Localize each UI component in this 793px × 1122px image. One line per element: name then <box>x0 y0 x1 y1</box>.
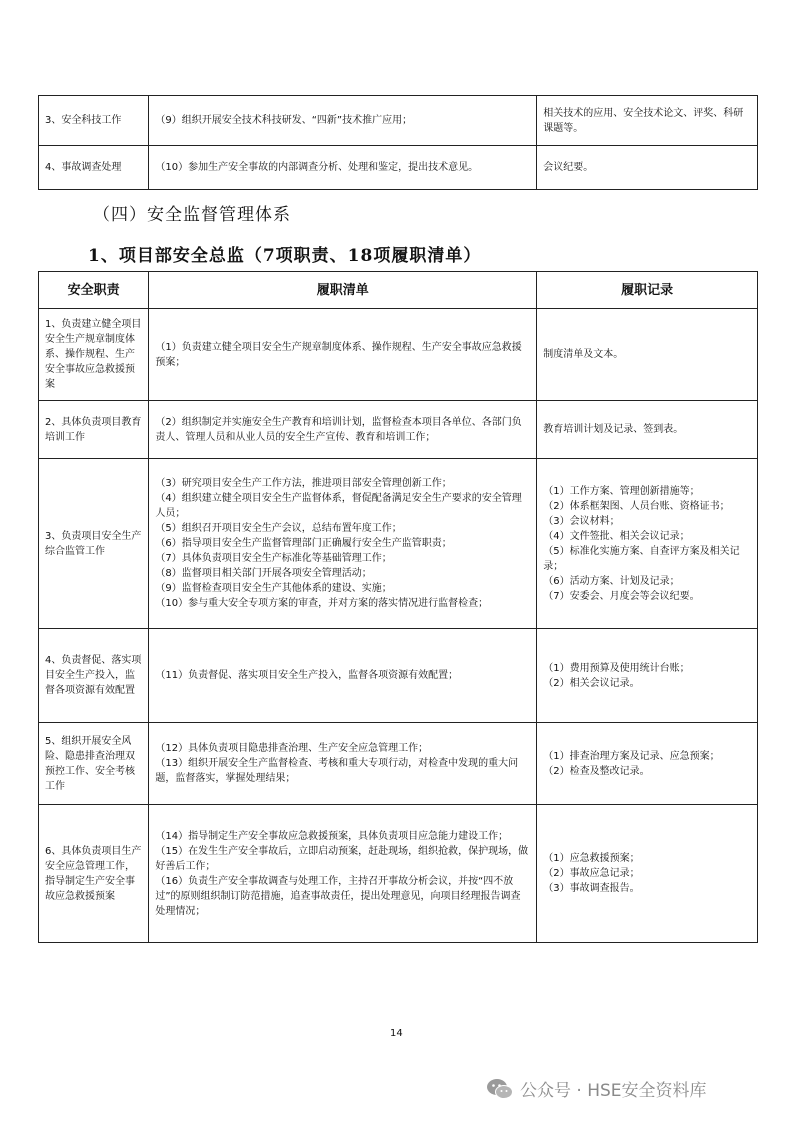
records-cell <box>537 146 758 190</box>
duties-table <box>38 271 758 943</box>
record-line: （5）标准化实施方案、自查评方案及相关记录； <box>543 545 740 572</box>
item-line: （15）在发生生产安全事故后，立即启动预案，赶赴现场，组织抢救，保护现场，做好善后工作； <box>155 845 529 872</box>
record-line: （3）事故调查报告。 <box>543 883 640 894</box>
items-cell <box>149 96 537 146</box>
table-header-row <box>39 272 758 309</box>
items-cell <box>149 459 537 629</box>
item-line: （9）监督检查项目安全生产其他体系的建设、实施； <box>155 583 392 594</box>
records-cell <box>537 629 758 723</box>
table-row <box>39 723 758 805</box>
records-cell <box>537 723 758 805</box>
duty-cell: 4、负责督促、落实项目安全生产投入，监督各项资源有效配置 <box>39 629 149 723</box>
items-cell <box>149 146 537 190</box>
item-line: （9）组织开展安全技术科技研发、“四新”技术推广应用； <box>155 115 413 126</box>
table-row <box>39 309 758 401</box>
duty-cell: 2、具体负责项目教育培训工作 <box>39 401 149 459</box>
record-line: 会议纪要。 <box>543 162 594 173</box>
item-line: （5）组织召开项目安全生产会议，总结布置年度工作； <box>155 523 402 534</box>
record-line: （7）安委会、月度会等会议纪要。 <box>543 590 700 602</box>
items-cell <box>149 805 537 943</box>
items-cell <box>149 401 537 459</box>
items-cell <box>149 723 537 805</box>
table-row <box>39 401 758 459</box>
record-line: 教育培训计划及记录、签到表。 <box>543 424 684 435</box>
item-line: （13）组织开展安全生产监督检查、考核和重大专项行动，对检查中发现的重大问题，监督落实，掌握处理结果； <box>155 758 519 784</box>
header-items: 履职清单 <box>149 272 537 309</box>
item-line: （12）具体负责项目隐患排查治理、生产安全应急管理工作； <box>155 743 429 754</box>
section-heading: （四）安全监督管理体系 <box>93 205 291 225</box>
items-cell <box>149 309 537 401</box>
records-cell <box>537 96 758 146</box>
wechat-icon <box>486 1077 514 1101</box>
record-line: （4）文件签批、相关会议记录； <box>543 530 690 542</box>
watermark-text: 公众号 · HSE安全资料库 <box>520 1081 707 1101</box>
item-line: （6）指导项目安全生产监督管理部门正确履行安全生产监管职责； <box>155 538 452 549</box>
record-line: （1）应急救援预案； <box>543 853 640 864</box>
item-line: （3）研究项目安全生产工作方法，推进项目部安全管理创新工作； <box>155 478 452 489</box>
table-heading: 1、项目部安全总监（7项职责、18项履职清单） <box>88 246 482 266</box>
item-line: （10）参与重大安全专项方案的审查，并对方案的落实情况进行监督检查； <box>155 598 489 609</box>
duty-cell: 6、具体负责项目生产安全应急管理工作，指导制定生产安全事故应急救援预案 <box>39 805 149 943</box>
record-line: （2）检查及整改记录。 <box>543 765 650 777</box>
table-row <box>39 629 758 723</box>
record-line: （1）排查治理方案及记录、应急预案； <box>543 750 720 762</box>
item-line: （7）具体负责项目安全生产标准化等基础管理工作； <box>155 553 392 564</box>
record-line: 制度清单及文本。 <box>543 349 624 360</box>
table-row <box>39 459 758 629</box>
record-line: （1）工作方案、管理创新措施等； <box>543 485 700 497</box>
records-cell <box>537 805 758 943</box>
records-cell <box>537 459 758 629</box>
header-records: 履职记录 <box>537 272 758 309</box>
record-line: （1）费用预算及使用统计台账； <box>543 662 690 674</box>
item-line: （8）监督项目相关部门开展各项安全管理活动； <box>155 568 372 579</box>
header-duty: 安全职责 <box>39 272 149 309</box>
records-cell <box>537 401 758 459</box>
table-row <box>39 96 758 146</box>
item-line: （2）组织制定并实施安全生产教育和培训计划，监督检查本项目各单位、各部门负责人、管理人员和从业人员的安全生产宣传、教育和培训工作； <box>155 416 522 443</box>
item-line: （11）负责督促、落实项目安全生产投入，监督各项资源有效配置； <box>155 670 459 681</box>
top-table <box>38 95 758 190</box>
item-line: （1）负责建立健全项目安全生产规章制度体系、操作规程、生产安全事故应急救援预案； <box>155 341 522 368</box>
table-row <box>39 146 758 190</box>
duty-cell: 4、事故调查处理 <box>39 146 149 190</box>
record-line: （2）相关会议记录。 <box>543 677 640 689</box>
items-cell <box>149 629 537 723</box>
duty-cell: 3、安全科技工作 <box>39 96 149 146</box>
item-line: （16）负责生产安全事故调查与处理工作，主持召开事故分析会议，并按“四不放过”的原则组织制订防范措施，追查事故责任，提出处理意见，向项目经理报告调查处理情况； <box>155 875 521 917</box>
duty-cell: 5、组织开展安全风险、隐患排查治理双预控工作、安全考核工作 <box>39 723 149 805</box>
record-line: （3）会议材料； <box>543 515 620 527</box>
record-line: （6）活动方案、计划及记录； <box>543 575 680 587</box>
page-number: 14 <box>390 1028 403 1039</box>
duty-cell: 1、负责建立健全项目安全生产规章制度体系、操作规程、生产安全事故应急救援预案 <box>39 309 149 401</box>
record-line: （2）体系框架图、人员台账、资格证书； <box>543 500 730 512</box>
watermark <box>486 1076 707 1101</box>
item-line: （10）参加生产安全事故的内部调查分析、处理和鉴定，提出技术意见。 <box>155 162 479 173</box>
record-line: 相关技术的应用、安全技术论文、评奖、科研课题等。 <box>543 107 744 134</box>
record-line: （2）事故应急记录； <box>543 868 640 879</box>
duty-cell: 3、负责项目安全生产综合监管工作 <box>39 459 149 629</box>
item-line: （14）指导制定生产安全事故应急救援预案，具体负责项目应急能力建设工作； <box>155 830 509 842</box>
item-line: （4）组织建立健全项目安全生产监督体系，督促配备满足安全生产要求的安全管理人员； <box>155 493 522 519</box>
table-row <box>39 805 758 943</box>
records-cell <box>537 309 758 401</box>
